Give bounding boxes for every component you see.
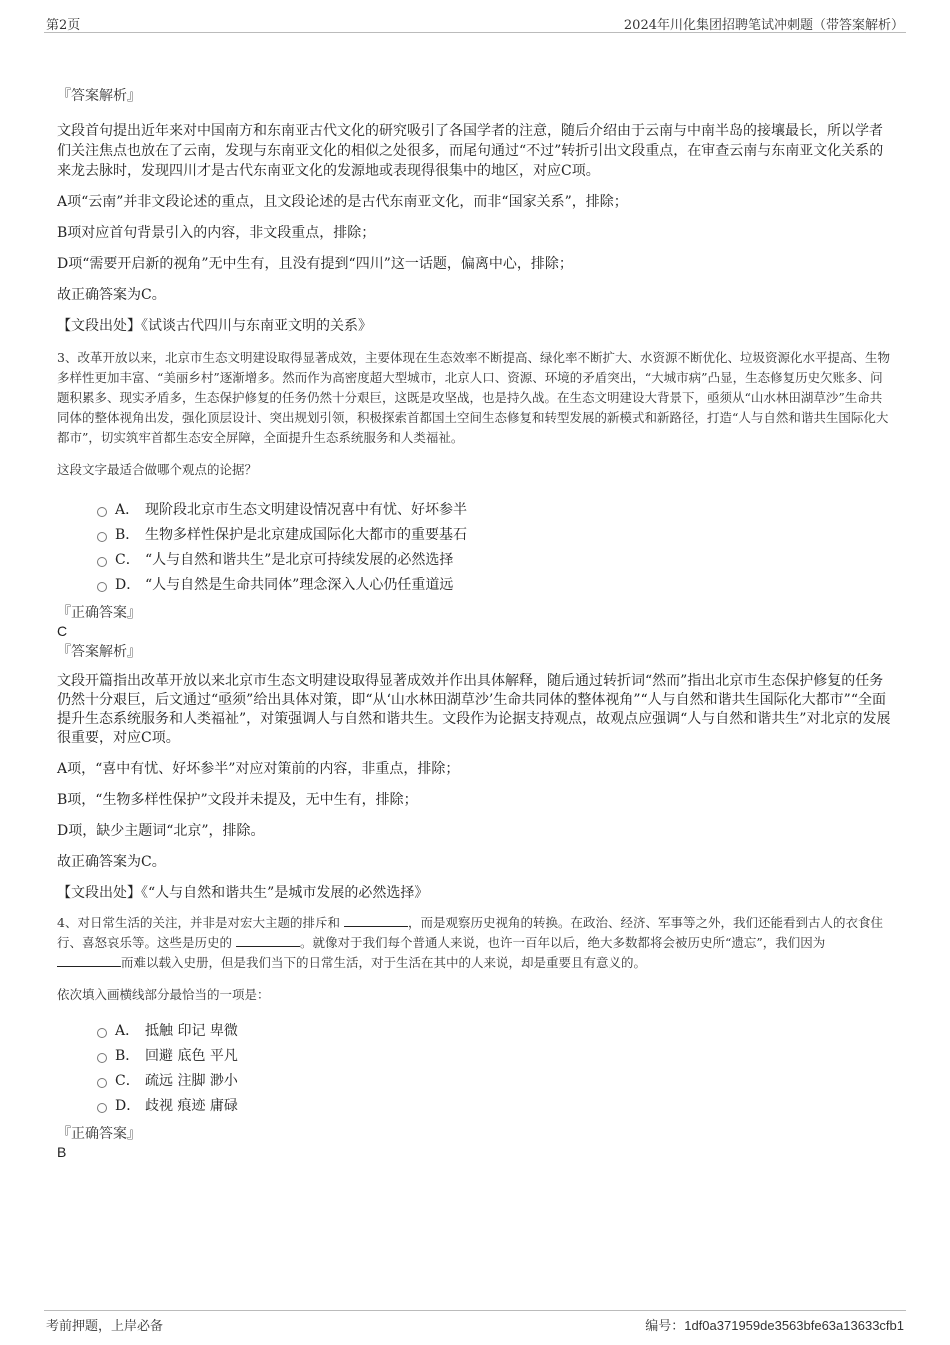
answer-value: B (57, 1144, 67, 1160)
analysis-title: 『答案解析』 (57, 644, 141, 660)
source: 【文段出处】《“人与自然和谐共生”是城市发展的必然选择》 (57, 885, 429, 901)
question-3-stem: 3、改革开放以来，北京市生态文明建设取得显著成效，主要体现在生态效率不断提高、绿化率不断扩大、水资源不断优化、垃圾资源化水平提高、生物多样性更加丰富、“美丽乡村”逐渐增多。然而作为高密度超大型城市，北京人口、资源、环境的矛盾突出，“大城市病”凸显，生态修复历史欠账多、问题积累多、现实矛盾多，生态保护修复的任务仍然十分艰巨，这既是攻坚战，也是持久战。在生态文明建设大背景下，亟须从“山水林田湖草沙”生命共同体的整体视角出发，强化顶层设计、突出规划引领，积极探索首都国土空间生态修复和转型发展的新模式和新路径，打造“人与自然和谐共生国际化大都市”，切实筑牢首都生态安全屏障，全面提升生态系统服务和人类福祉。 (57, 350, 890, 445)
answer-title: 『正确答案』 (57, 1126, 141, 1142)
radio-icon[interactable] (97, 1028, 107, 1038)
question-3-options (57, 498, 893, 598)
radio-icon[interactable] (97, 507, 107, 517)
conclusion: 故正确答案为C。 (57, 854, 166, 870)
analysis-text: 文段开篇指出改革开放以来北京市生态文明建设取得显著成效并作出具体解释，随后通过转折词“然而”指出北京市生态保护修复的任务仍然十分艰巨，后文通过“亟须”给出具体对策，即“从‘山水林田湖草沙’生命共同体的整体视角”“人与自然和谐共生国际化大都市”“全面提升生态系统服务和人类福祉”，对策强调人与自然和谐共生。文段作为论据支持观点，故观点应强调“人与自然和谐共生”对北京的发展很重要，对应C项。 (57, 673, 891, 746)
analysis-option-d: D项，缺少主题词“北京”，排除。 (57, 823, 265, 839)
option-b[interactable]: B． 生物多样性保护是北京建成国际化大都市的重要基石 (57, 523, 893, 548)
analysis-text: 文段首句提出近年来对中国南方和东南亚古代文化的研究吸引了各国学者的注意，随后介绍由于云南与中南半岛的接壤最长，所以学者们关注焦点也放在了云南，发现与东南亚文化的相似之处很多，而尾句通过“不过”转折引出文段重点，在审查云南与东南亚文化关系的来龙去脉时，发现四川才是古代东南亚文化的发源地或表现得很集中的地区，对应C项。 (57, 123, 884, 179)
radio-icon[interactable] (97, 557, 107, 567)
footer-slogan: 考前押题，上岸必备 (46, 1319, 164, 1334)
answer-title: 『正确答案』 (57, 605, 141, 621)
analysis-title: 『答案解析』 (57, 88, 141, 104)
page-number: 第2页 (46, 18, 81, 33)
analysis-option-d: D项“需要开启新的视角”无中生有，且没有提到“四川”这一话题，偏离中心，排除； (57, 256, 573, 272)
document-code: 编号：1df0a371959de3563bfe63a13633cfb1 (645, 1318, 904, 1334)
page-header (44, 12, 906, 33)
fill-blank-2[interactable] (236, 934, 300, 947)
question-4-prompt: 依次填入画横线部分最恰当的一项是： (57, 987, 270, 1002)
analysis-option-a: A项“云南”并非文段论述的重点，且文段论述的是古代东南亚文化，而非“国家关系”，排除； (57, 194, 628, 210)
radio-icon[interactable] (97, 1078, 107, 1088)
analysis-option-a: A项，“喜中有忧、好坏参半”对应对策前的内容，非重点，排除； (57, 761, 460, 777)
analysis-option-b: B项，“生物多样性保护”文段并未提及，无中生有，排除； (57, 792, 418, 808)
option-a[interactable]: A． 现阶段北京市生态文明建设情况喜中有忧、好坏参半 (57, 498, 893, 523)
option-b[interactable]: B． 回避 底色 平凡 (57, 1044, 893, 1069)
document-title: 2024年川化集团招聘笔试冲刺题（带答案解析） (623, 18, 904, 33)
source: 【文段出处】《试谈古代四川与东南亚文明的关系》 (57, 318, 372, 334)
analysis-option-b: B项对应首句背景引入的内容，非文段重点，排除； (57, 225, 376, 241)
radio-icon[interactable] (97, 1053, 107, 1063)
fill-blank-1[interactable] (344, 914, 408, 927)
radio-icon[interactable] (97, 582, 107, 592)
radio-icon[interactable] (97, 532, 107, 542)
fill-blank-3[interactable] (57, 954, 121, 967)
question-4-stem: 4、对日常生活的关注，并非是对宏大主题的排斥和 ，而是观察历史视角的转换。在政治、经济、军事等之外，我们还能看到古人的衣食住行、喜怒哀乐等。这些是历史的 。就像对于我们每个普通人来说，也许一百年以后，绝大多数都将会被历史所“遗忘”，我们因为 而难以载入史册，但是我们当下的日常生活，对于生活在其中的人来说，却是重要且有意义的。 (57, 915, 883, 970)
option-d[interactable]: D． “人与自然是生命共同体”理念深入人心仍任重道远 (57, 573, 893, 598)
option-c[interactable]: C． 疏远 注脚 渺小 (57, 1069, 893, 1094)
answer-value: C (57, 623, 68, 639)
question-3-prompt: 这段文字最适合做哪个观点的论据？ (57, 462, 258, 477)
option-c[interactable]: C． “人与自然和谐共生”是北京可持续发展的必然选择 (57, 548, 893, 573)
question-4-options (57, 1019, 893, 1119)
option-d[interactable]: D． 歧视 痕迹 庸碌 (57, 1094, 893, 1119)
page-footer (44, 1310, 906, 1335)
option-a[interactable]: A． 抵触 印记 卑微 (57, 1019, 893, 1044)
radio-icon[interactable] (97, 1103, 107, 1113)
conclusion: 故正确答案为C。 (57, 287, 166, 303)
page-content (57, 86, 893, 1161)
